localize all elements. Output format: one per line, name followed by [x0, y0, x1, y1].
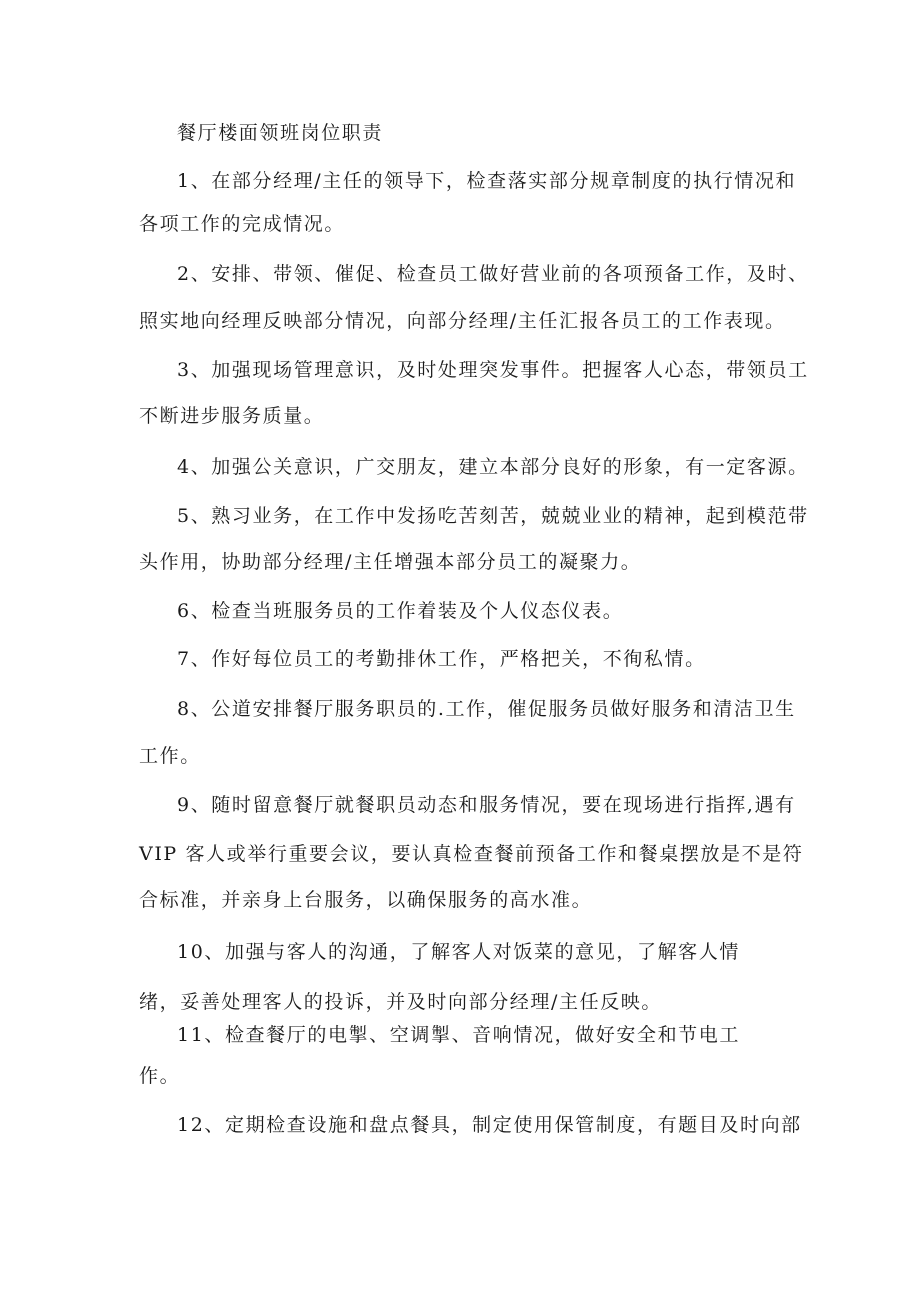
paragraph-10-line-2: 绪，妥善处理客人的投诉，并及时向部分经理/主任反映。	[139, 991, 663, 1013]
paragraph-6-line-1: 6、检查当班服务员的工作着装及个人仪态仪表。	[177, 600, 624, 622]
paragraph-7-line-1: 7、作好每位员工的考勤排休工作，严格把关，不徇私情。	[177, 648, 706, 670]
paragraph-2-line-1: 2、安排、带领、催促、检查员工做好营业前的各项预备工作，及时、	[177, 263, 809, 285]
paragraph-9-line-3: 合标准，并亲身上台服务，以确保服务的高水准。	[139, 889, 593, 911]
paragraph-5-line-1: 5、熟习业务，在工作中发扬吃苦刻苦，兢兢业业的精神，起到模范带	[177, 505, 809, 527]
paragraph-3-line-2: 不断进步服务质量。	[139, 405, 325, 427]
paragraph-9-line-1: 9、随时留意餐厅就餐职员动态和服务情况，要在现场进行指挥,遇有	[177, 794, 796, 816]
paragraph-11-line-1: 11、检查餐厅的电掣、空调掣、音响情况，做好安全和节电工	[177, 1024, 740, 1046]
paragraph-8-line-2: 工作。	[139, 745, 201, 767]
paragraph-12-line-1: 12、定期检查设施和盘点餐具，制定使用保管制度，有题目及时向部	[177, 1114, 802, 1136]
paragraph-8-line-1: 8、公道安排餐厅服务职员的.工作，催促服务员做好服务和清洁卫生	[177, 698, 796, 720]
paragraph-1-line-1: 1、在部分经理/主任的领导下，检查落实部分规章制度的执行情况和	[177, 170, 797, 192]
paragraph-4-line-1: 4、加强公关意识，广交朋友，建立本部分良好的形象，有一定客源。	[177, 456, 809, 478]
paragraph-1-line-2: 各项工作的完成情况。	[139, 213, 346, 235]
document-title: 餐厅楼面领班岗位职责	[177, 122, 384, 144]
paragraph-3-line-1: 3、加强现场管理意识，及时处理突发事件。把握客人心态，带领员工	[177, 359, 809, 381]
paragraph-9-line-2: VIP 客人或举行重要会议，要认真检查餐前预备工作和餐桌摆放是不是符	[139, 843, 804, 865]
paragraph-5-line-2: 头作用，协助部分经理/主任增强本部分员工的凝聚力。	[139, 551, 642, 573]
paragraph-11-line-2: 作。	[139, 1065, 181, 1087]
paragraph-10-line-1: 10、加强与客人的沟通，了解客人对饭菜的意见，了解客人情	[177, 941, 740, 963]
paragraph-2-line-2: 照实地向经理反映部分情况，向部分经理/主任汇报各员工的工作表现。	[139, 310, 786, 332]
